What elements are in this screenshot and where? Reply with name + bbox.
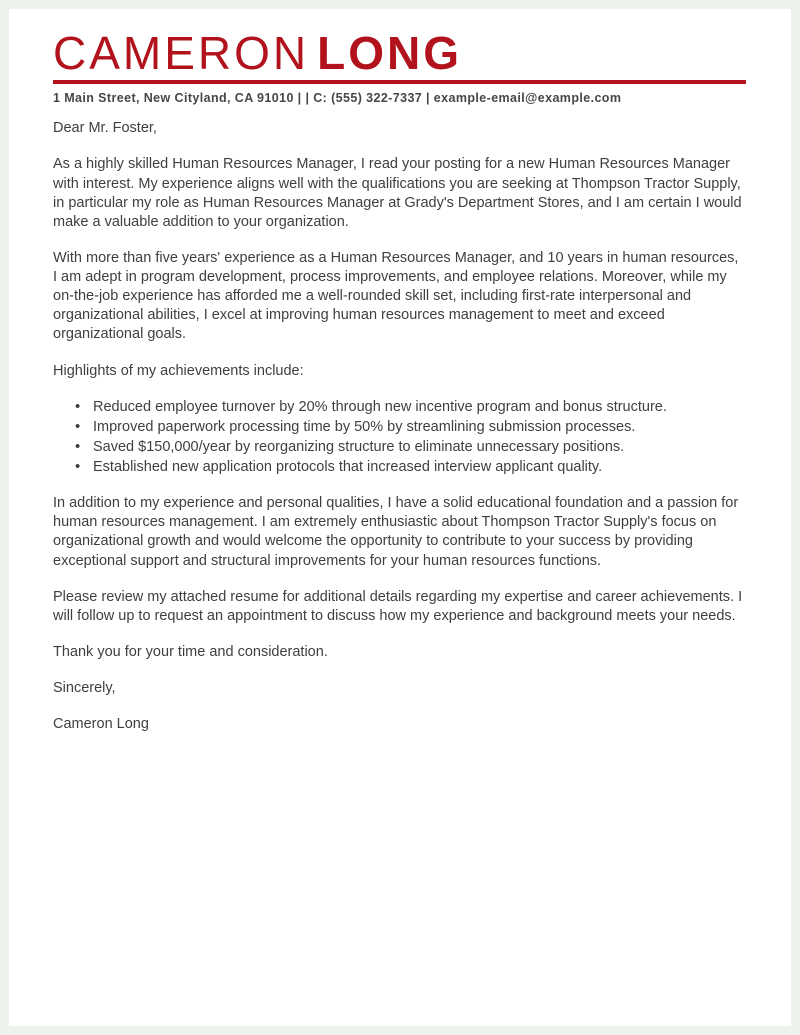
applicant-last-name: LONG	[317, 27, 463, 79]
header-divider	[53, 80, 746, 84]
salutation: Dear Mr. Foster,	[53, 120, 157, 137]
applicant-name	[53, 29, 746, 77]
achievement-item: • Established new application protocols that increased interview applicant quality.	[75, 458, 746, 477]
signoff: Sincerely,	[53, 680, 116, 697]
paragraph-education: In addition to my experience and personal qualities, I have a solid educational foundation and a passion for human resources management. I am extremely enthusiastic about Thompson Tractor Supply's focus on organizational growth and would welcome the opportunity to contribute to your success by providing exceptional support and structural improvements for your human resources functions.	[53, 495, 739, 569]
contact-line: 1 Main Street, New Cityland, CA 91010 | | C: (555) 322-7337 | example-email@example.com	[53, 91, 622, 106]
paragraph-followup: Please review my attached resume for additional details regarding my expertise and career achievements. I will follow up to request an appointment to discuss how my experience and background meets your needs.	[53, 588, 743, 624]
achievement-item: • Saved $150,000/year by reorganizing structure to eliminate unnecessary positions.	[75, 438, 746, 457]
applicant-first-name: CAMERON	[53, 27, 310, 79]
achievement-item: • Improved paperwork processing time by 50% by streamlining submission processes.	[75, 418, 746, 437]
signature: Cameron Long	[53, 716, 149, 733]
paragraph-intro: As a highly skilled Human Resources Manager, I read your posting for a new Human Resources Manager with interest. My experience aligns well with the qualifications you are seeking at Thompson Tractor Supply, in particular my role as Human Resources Manager at Grady's Department Stores, and I am certain I would make a valuable addition to your organization.	[53, 156, 742, 230]
achievements-list	[53, 398, 746, 478]
highlights-intro: Highlights of my achievements include:	[53, 362, 304, 379]
gratitude-line: Thank you for your time and consideration.	[53, 643, 328, 660]
achievement-item: • Reduced employee turnover by 20% through new incentive program and bonus structure.	[75, 398, 746, 417]
paragraph-experience: With more than five years' experience as a Human Resources Manager, and 10 years in human resources, I am adept in program development, process improvements, and employee relations. Moreover, while my on-the-job experience has afforded me a well-rounded skill set, including first-rate interpersonal and organizational abilities, I excel at improving human resources management to meet and exceed organizational goals.	[53, 249, 739, 343]
letter-body	[53, 119, 746, 734]
letterhead	[53, 29, 746, 105]
